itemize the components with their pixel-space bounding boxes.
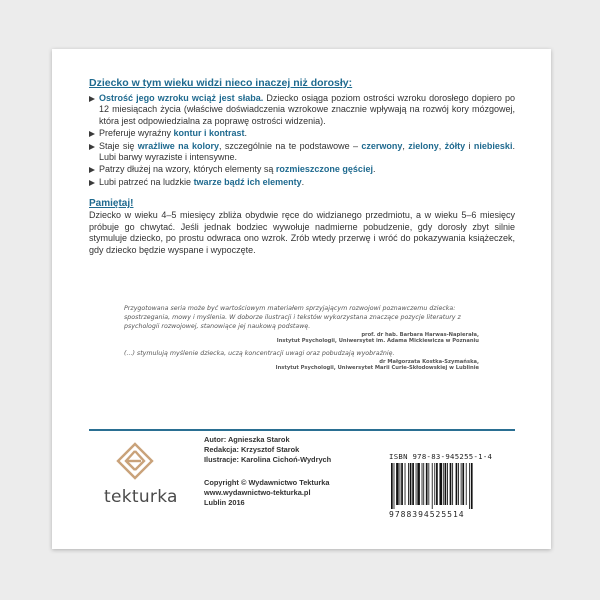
highlight-text: wrażliwe na kolory [137,140,220,151]
review-author: dr Małgorzata Kostka-Szymańska, [379,358,479,365]
fact-text: , szczególnie na te podstawowe – [219,140,362,151]
highlight-text: rozmieszczone gęściej [275,164,373,175]
highlight-text: żółty [444,140,466,151]
review-text: Przygotowana seria może być wartościowym materiałem sprzyjającym rozwojowi poznawczemu dziecka: spostrzegania, mowy i myślenia. W doborze ilustracji i tekstów wykorzystana znaczące pozycje literatury z psychologii rozwojowej, stanowiące jej naukową podstawę. [124,305,461,331]
credit-illustrations: Ilustracje: Karolina Cichoń-Wydrych [204,455,332,464]
book-back-cover [52,49,551,549]
logo-wordmark: tekturka [104,487,178,507]
highlight-text: kontur i kontrast [173,128,245,139]
barcode-icon [389,463,502,509]
fact-text: , [438,140,445,151]
headline: Dziecko w tym wieku widzi nieco inaczej niż dorosły: [89,77,353,89]
highlight-text: twarze bądź ich elementy [193,176,302,187]
fact-text: Dziecko osiąga poziom ostrości wzroku dorosłego dopiero po 12 miesiącach życia (właściwe doświadczenia wzrokowe znacznie wpływają na rozwój kory mózgowej, która jest odpowiedzialna za poprawę ostrości widzenia). [99,93,515,126]
highlight-text: czerwony [361,140,403,151]
highlight-text: niebieski [473,140,513,151]
fact-text: Preferuje wyraźny [99,128,174,139]
isbn: ISBN 978-83-945255-1-4 [389,452,493,461]
fact-text: , [402,140,409,151]
facts-list [89,93,515,188]
barcode-digits: 9788394525514 [389,510,465,519]
main-content [89,77,515,257]
barcode-block [389,452,502,519]
fact-item [89,164,515,175]
fact-item [89,128,515,139]
fact-text: . [372,164,376,175]
fact-text: Patrzy dłużej na wzory, których elementy są [99,164,276,175]
divider [89,429,515,431]
fact-item [89,93,515,127]
fact-item [89,141,515,164]
fact-text: . [244,128,248,139]
highlight-text: zielony [408,140,439,151]
credit-author: Autor: Agnieszka Starok [204,435,290,444]
fact-text: . Lubi barwy wyraziste i intensywne. [99,140,515,163]
review-text: (...) stymulują myślenie dziecka, uczą koncentracji uwagi oraz pobudzają wyobraźnię. [124,350,395,358]
review-affiliation: Instytut Psychologii, Uniwersytet Marii Curie-Skłodowskiej w Lublinie [275,365,479,372]
fact-text: Staje się [99,140,138,151]
publisher-logo [104,441,178,507]
fact-item [89,177,515,188]
fact-text: i [465,140,474,151]
remember-text: Dziecko w wieku 4–5 miesięcy zbliża obydwie ręce do widzianego przedmiotu, a w wieku 5–6 miesięcy próbuje go chwytać. Jeśli jednak bodziec wywołuje nadmierne pobudzenie, gdy dorosły zbyt silnie stymuluje dziecko, po prostu odwraca ono wzrok. Zrób wtedy przerwę i wróć do pokazywania książeczek, gdy dziecko będzie wyspane i wypoczęte. [89,210,515,256]
reviews [124,304,479,371]
credit-editor: Redakcja: Krzysztof Starok [204,445,300,454]
fact-text: Lubi patrzeć na ludzkie [99,176,194,187]
credits [204,435,379,508]
review-author: prof. dr hab. Barbara Harwas-Napierała, [361,331,479,338]
website: www.wydawnictwo-tekturka.pl [204,488,311,497]
fact-text: . [301,176,305,187]
highlight-text: Ostrość jego wzroku wciąż jest słaba. [99,93,264,103]
tekturka-logo-icon [115,441,155,485]
review-affiliation: Instytut Psychologii, Uniwersytet im. Adama Mickiewicza w Poznaniu [276,338,479,345]
copyright: Copyright © Wydawnictwo Tekturka [204,478,330,487]
remember-title: Pamiętaj! [89,198,134,210]
city-year: Lublin 2016 [204,498,245,507]
